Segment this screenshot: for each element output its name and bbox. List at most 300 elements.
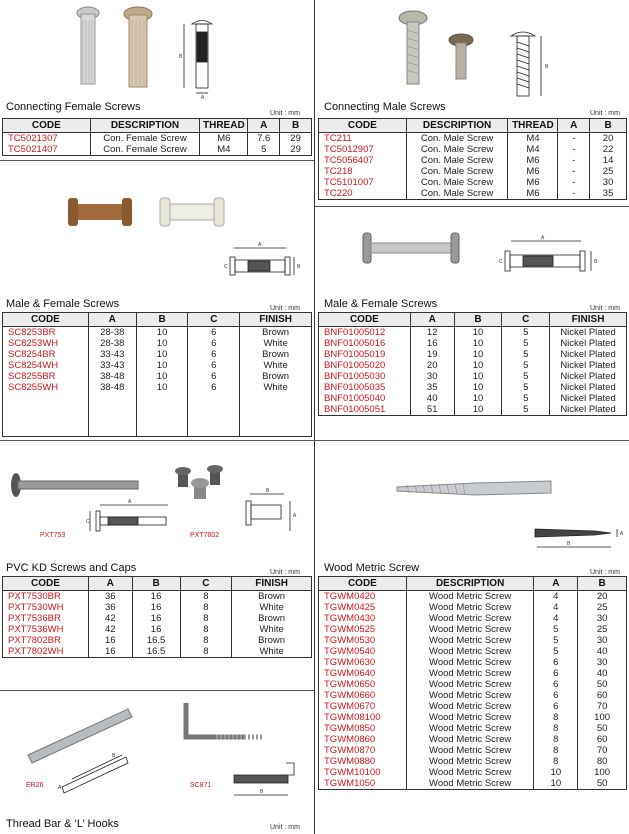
table-cell: White	[232, 624, 312, 635]
col-b: B	[136, 313, 188, 327]
table-cell: -	[558, 188, 590, 200]
table-cell: 8	[534, 723, 578, 734]
product-code-cell: TC220	[319, 188, 407, 200]
male-female-right-title: Male & Female Screws	[324, 298, 438, 310]
table-row	[3, 613, 312, 624]
table-cell: 16	[410, 338, 454, 349]
product-code-cell: TC5021407	[3, 144, 91, 156]
table-cell: 10	[454, 393, 502, 404]
table-row	[319, 393, 627, 404]
table-row	[319, 371, 627, 382]
dim-label-b: B	[594, 259, 598, 265]
table-cell: 16	[88, 646, 132, 658]
table-cell: 36	[88, 591, 132, 603]
thread-bar-img-label-2: SC871	[190, 782, 212, 789]
product-code-cell: TGWM0430	[319, 613, 407, 624]
table-row	[3, 133, 312, 145]
thread-bar-diagram	[62, 755, 128, 793]
table-cell: Nickel Plated	[550, 360, 627, 371]
dim-label-b: B	[112, 753, 116, 759]
table-row	[3, 382, 312, 393]
product-code-cell: TGWM0880	[319, 756, 407, 767]
table-cell: Wood Metric Screw	[406, 679, 534, 690]
table-cell: 50	[578, 679, 627, 690]
table-row	[3, 327, 312, 339]
table-cell: White	[240, 360, 312, 371]
table-cell: Wood Metric Screw	[406, 657, 534, 668]
table-cell: Wood Metric Screw	[406, 635, 534, 646]
table-row	[319, 177, 627, 188]
table-cell: 10	[454, 327, 502, 339]
product-code-cell: PXT7536WH	[3, 624, 89, 635]
table-cell: 80	[578, 756, 627, 767]
table-cell: 8	[180, 613, 232, 624]
table-cell: White	[232, 646, 312, 658]
col-a: A	[558, 119, 590, 133]
table-cell: 70	[578, 701, 627, 712]
product-code-cell: TGWM0650	[319, 679, 407, 690]
table-cell: 16	[132, 613, 180, 624]
product-code-cell: PXT7802BR	[3, 635, 89, 646]
table-cell: -	[558, 155, 590, 166]
table-cell: 8	[180, 624, 232, 635]
pvc-img-label-2: PXT7802	[190, 532, 220, 539]
table-cell: Wood Metric Screw	[406, 624, 534, 635]
wood-screw-title: Wood Metric Screw	[324, 562, 420, 574]
table-cell: 36	[88, 602, 132, 613]
table-cell: Wood Metric Screw	[406, 778, 534, 790]
product-code-cell: TGWM0660	[319, 690, 407, 701]
table-cell: Brown	[240, 349, 312, 360]
table-cell	[240, 393, 312, 437]
table-row	[319, 756, 627, 767]
col-code: CODE	[319, 313, 411, 327]
table-cell: 20	[590, 133, 627, 145]
table-cell: Wood Metric Screw	[406, 767, 534, 778]
product-code-cell: TGWM0525	[319, 624, 407, 635]
l-hook-diagram	[234, 763, 294, 795]
table-cell: 22	[590, 144, 627, 155]
table-cell: 35	[590, 188, 627, 200]
table-cell: M6	[508, 166, 558, 177]
table-row-empty	[3, 393, 312, 437]
table-cell: 5	[534, 635, 578, 646]
table-cell: 10	[454, 349, 502, 360]
table-row	[319, 690, 627, 701]
table-cell: 8	[180, 591, 232, 603]
table-cell: 6	[534, 679, 578, 690]
product-code-cell: TGWM0420	[319, 591, 407, 603]
table-cell: 16	[88, 635, 132, 646]
table-cell: 10	[454, 404, 502, 416]
table-cell: 10	[136, 371, 188, 382]
dim-label-c: C	[86, 519, 90, 525]
product-code-cell: TGWM0870	[319, 745, 407, 756]
table-row	[3, 144, 312, 156]
wood-screw-unit: Unit : mm	[590, 569, 620, 576]
male-female-left-title: Male & Female Screws	[6, 298, 120, 310]
table-cell: 5	[248, 144, 280, 156]
table-cell: 6	[188, 371, 240, 382]
table-cell: 35	[410, 382, 454, 393]
table-row	[3, 591, 312, 603]
male-screws-image	[315, 0, 629, 100]
table-cell: Nickel Plated	[550, 338, 627, 349]
pvc-image	[0, 441, 314, 561]
thread-bar-title: Thread Bar & ‘L’ Hooks	[6, 818, 119, 830]
product-code-cell: TC5012907	[319, 144, 407, 155]
female-screw-diagram	[184, 21, 212, 94]
table-row	[319, 646, 627, 657]
table-cell: 6	[188, 349, 240, 360]
table-row	[319, 155, 627, 166]
product-code-cell: BNF01005016	[319, 338, 411, 349]
table-cell: 8	[534, 745, 578, 756]
dim-label-a: A	[128, 499, 132, 505]
dim-label-b: B	[545, 64, 549, 70]
thread-bar-unit: Unit : mm	[270, 824, 300, 831]
table-cell: 16	[132, 591, 180, 603]
table-row	[319, 745, 627, 756]
table-row	[319, 133, 627, 145]
table-row	[319, 349, 627, 360]
male-female-right-unit: Unit : mm	[590, 305, 620, 312]
dim-label-b: B	[179, 54, 183, 60]
table-row	[3, 602, 312, 613]
table-row	[3, 624, 312, 635]
male-screw-photo-1	[399, 11, 427, 84]
product-code-cell: TC5101007	[319, 177, 407, 188]
table-cell: 8	[534, 734, 578, 745]
pvc-cap-diagram	[246, 494, 290, 531]
table-cell: 8	[534, 712, 578, 723]
table-cell: 6	[534, 701, 578, 712]
dim-label-a: A	[258, 242, 262, 248]
col-c: C	[502, 313, 550, 327]
table-row	[3, 338, 312, 349]
table-cell: 30	[578, 613, 627, 624]
table-cell: Nickel Plated	[550, 404, 627, 416]
pvc-table	[2, 576, 312, 658]
table-cell: 6	[534, 690, 578, 701]
female-screw-photo-2	[124, 7, 152, 87]
table-cell: 38-48	[88, 371, 136, 382]
table-cell: Wood Metric Screw	[406, 591, 534, 603]
table-cell	[136, 393, 188, 437]
male-screws-unit: Unit : mm	[590, 110, 620, 117]
product-code-cell: SC8255WH	[3, 382, 89, 393]
pvc-unit: Unit : mm	[270, 569, 300, 576]
table-cell: 12	[410, 327, 454, 339]
table-cell: M6	[508, 155, 558, 166]
product-code-cell: TGWM08100	[319, 712, 407, 723]
dim-label-c: C	[224, 264, 228, 270]
table-cell: White	[240, 338, 312, 349]
table-cell: 7.6	[248, 133, 280, 145]
col-a: A	[88, 313, 136, 327]
table-cell: White	[240, 382, 312, 393]
table-cell: 33-43	[88, 349, 136, 360]
table-cell: 10	[136, 327, 188, 339]
male-screw-diagram	[511, 32, 541, 96]
product-code-cell: TGWM0540	[319, 646, 407, 657]
table-row	[319, 166, 627, 177]
table-cell: 20	[578, 591, 627, 603]
table-cell: 5	[502, 382, 550, 393]
female-screw-photo-1	[77, 7, 99, 84]
table-cell: Wood Metric Screw	[406, 646, 534, 657]
product-code-cell: SC8253WH	[3, 338, 89, 349]
product-code-cell: SC8254WH	[3, 360, 89, 371]
table-row	[319, 712, 627, 723]
col-code: CODE	[319, 577, 407, 591]
table-cell: 28-38	[88, 338, 136, 349]
table-cell: Con. Female Screw	[90, 133, 200, 145]
wood-screw-photo	[397, 481, 551, 495]
product-code-cell: BNF01005030	[319, 371, 411, 382]
table-cell: 6	[188, 382, 240, 393]
col-b: B	[454, 313, 502, 327]
table-row	[319, 701, 627, 712]
male-female-left-unit: Unit : mm	[270, 305, 300, 312]
table-cell: 5	[502, 360, 550, 371]
pvc-screw-diagram	[90, 505, 168, 531]
table-row	[319, 723, 627, 734]
table-row	[319, 635, 627, 646]
product-code-cell: BNF01005019	[319, 349, 411, 360]
table-cell: 29	[280, 144, 312, 156]
col-thread: THREAD	[508, 119, 558, 133]
table-cell: -	[558, 133, 590, 145]
table-cell: 51	[410, 404, 454, 416]
col-b: B	[132, 577, 180, 591]
dim-label-a: A	[293, 513, 297, 519]
table-cell: 42	[88, 613, 132, 624]
table-cell: 16	[132, 624, 180, 635]
table-cell: 25	[578, 624, 627, 635]
product-code-cell: TGWM0850	[319, 723, 407, 734]
product-code-cell: BNF01005020	[319, 360, 411, 371]
product-code-cell: TGWM0530	[319, 635, 407, 646]
table-row	[319, 767, 627, 778]
table-cell: Wood Metric Screw	[406, 745, 534, 756]
pvc-screw-photo	[11, 473, 138, 497]
table-row	[319, 679, 627, 690]
l-hook-photo	[186, 703, 262, 737]
table-cell: Brown	[240, 327, 312, 339]
male-female-right-table	[318, 312, 627, 416]
table-cell: 10	[136, 382, 188, 393]
table-cell: 5	[534, 624, 578, 635]
table-cell: 42	[88, 624, 132, 635]
product-code-cell: SC8253BR	[3, 327, 89, 339]
table-cell: Con. Male Screw	[406, 166, 508, 177]
table-cell	[3, 393, 89, 437]
product-code-cell: TC5021307	[3, 133, 91, 145]
table-row	[319, 591, 627, 603]
table-cell: 10	[136, 360, 188, 371]
table-cell: 70	[578, 745, 627, 756]
table-cell: -	[558, 177, 590, 188]
table-row	[319, 188, 627, 200]
male-screws-table	[318, 118, 627, 200]
female-screws-image	[0, 0, 314, 100]
table-cell: M4	[200, 144, 248, 156]
col-finish: FINISH	[550, 313, 627, 327]
product-code-cell: TC5056407	[319, 155, 407, 166]
col-finish: FINISH	[240, 313, 312, 327]
table-cell: Wood Metric Screw	[406, 734, 534, 745]
table-cell: M6	[200, 133, 248, 145]
table-cell: 60	[578, 734, 627, 745]
product-code-cell: TGWM1050	[319, 778, 407, 790]
table-cell: 6	[534, 668, 578, 679]
product-code-cell: PXT7530BR	[3, 591, 89, 603]
table-cell: 33-43	[88, 360, 136, 371]
table-cell: 4	[534, 613, 578, 624]
table-cell: 5	[502, 393, 550, 404]
col-thread: THREAD	[200, 119, 248, 133]
table-cell: Wood Metric Screw	[406, 690, 534, 701]
wood-screw-diagram	[535, 529, 617, 547]
pvc-title: PVC KD Screws and Caps	[6, 562, 137, 574]
col-finish: FINISH	[232, 577, 312, 591]
product-code-cell: BNF01005012	[319, 327, 411, 339]
table-cell: 29	[280, 133, 312, 145]
table-cell: Brown	[232, 591, 312, 603]
table-row	[319, 602, 627, 613]
table-cell	[88, 393, 136, 437]
table-cell: Nickel Plated	[550, 393, 627, 404]
table-cell: 6	[188, 327, 240, 339]
table-cell: 16.5	[132, 646, 180, 658]
table-cell: Wood Metric Screw	[406, 723, 534, 734]
dim-label-b: B	[297, 264, 301, 270]
product-code-cell: BNF01005035	[319, 382, 411, 393]
table-cell: 30	[590, 177, 627, 188]
col-a: A	[88, 577, 132, 591]
table-cell: 5	[534, 646, 578, 657]
nickel-screw-photo	[363, 233, 459, 263]
table-cell: 10	[534, 778, 578, 790]
pvc-caps-photo	[175, 465, 223, 499]
table-cell: Brown	[240, 371, 312, 382]
table-cell: 50	[578, 778, 627, 790]
product-code-cell: BNF01005051	[319, 404, 411, 416]
table-row	[319, 613, 627, 624]
col-description: DESCRIPTION	[90, 119, 200, 133]
table-cell: Nickel Plated	[550, 327, 627, 339]
table-cell: Nickel Plated	[550, 382, 627, 393]
table-cell: Con. Male Screw	[406, 133, 508, 145]
dim-label-b: B	[567, 541, 571, 547]
table-cell: 28-38	[88, 327, 136, 339]
table-cell: 40	[578, 646, 627, 657]
table-cell: 50	[578, 723, 627, 734]
table-cell: Con. Female Screw	[90, 144, 200, 156]
table-cell: 20	[410, 360, 454, 371]
table-row	[3, 646, 312, 658]
female-screws-title: Connecting Female Screws	[6, 101, 141, 113]
table-cell: 8	[180, 646, 232, 658]
male-female-left-image	[0, 162, 314, 297]
product-code-cell: TGWM0860	[319, 734, 407, 745]
table-row	[3, 349, 312, 360]
product-code-cell: TC218	[319, 166, 407, 177]
table-cell: 30	[410, 371, 454, 382]
white-screw-photo	[160, 198, 224, 226]
table-cell: 5	[502, 349, 550, 360]
wood-screw-table	[318, 576, 627, 790]
table-cell: Con. Male Screw	[406, 177, 508, 188]
table-row	[3, 371, 312, 382]
table-cell: 30	[578, 635, 627, 646]
table-cell: 5	[502, 371, 550, 382]
col-b: B	[280, 119, 312, 133]
table-row	[319, 624, 627, 635]
product-code-cell: SC8255BR	[3, 371, 89, 382]
col-description: DESCRIPTION	[406, 119, 508, 133]
product-code-cell: PXT7536BR	[3, 613, 89, 624]
table-row	[319, 657, 627, 668]
table-cell: Wood Metric Screw	[406, 756, 534, 767]
table-cell: 38-48	[88, 382, 136, 393]
table-cell	[188, 393, 240, 437]
nickel-screw-diagram	[505, 241, 591, 271]
table-cell: Brown	[232, 635, 312, 646]
table-cell: 100	[578, 767, 627, 778]
dim-label-a: A	[201, 95, 205, 100]
pvc-img-label-1: PXT753	[40, 532, 66, 539]
table-row	[319, 360, 627, 371]
table-cell: 19	[410, 349, 454, 360]
table-row	[319, 338, 627, 349]
table-cell: 10	[454, 371, 502, 382]
female-screws-unit: Unit : mm	[270, 110, 300, 117]
product-code-cell: TGWM0670	[319, 701, 407, 712]
table-cell: 8	[534, 756, 578, 767]
male-screw-photo-2	[449, 34, 473, 79]
table-cell: 8	[180, 635, 232, 646]
thread-bar-photo	[28, 709, 132, 763]
product-code-cell: TC211	[319, 133, 407, 145]
female-screws-table	[2, 118, 312, 156]
table-cell: 10	[454, 360, 502, 371]
table-cell: -	[558, 144, 590, 155]
table-cell: Con. Male Screw	[406, 188, 508, 200]
table-cell: 60	[578, 690, 627, 701]
product-code-cell: TGWM0640	[319, 668, 407, 679]
col-code: CODE	[319, 119, 407, 133]
table-cell: Nickel Plated	[550, 371, 627, 382]
dim-label-c: C	[499, 259, 503, 265]
table-cell: M4	[508, 144, 558, 155]
table-cell: 14	[590, 155, 627, 166]
product-code-cell: TGWM0425	[319, 602, 407, 613]
col-code: CODE	[3, 313, 89, 327]
thread-bar-image	[0, 691, 314, 816]
table-cell: Wood Metric Screw	[406, 701, 534, 712]
table-cell: 30	[578, 657, 627, 668]
table-cell: M6	[508, 188, 558, 200]
table-cell: 10	[454, 382, 502, 393]
col-b: B	[590, 119, 627, 133]
column-divider	[314, 0, 315, 834]
table-cell: 25	[590, 166, 627, 177]
table-row	[319, 668, 627, 679]
table-cell: 100	[578, 712, 627, 723]
col-a: A	[534, 577, 578, 591]
